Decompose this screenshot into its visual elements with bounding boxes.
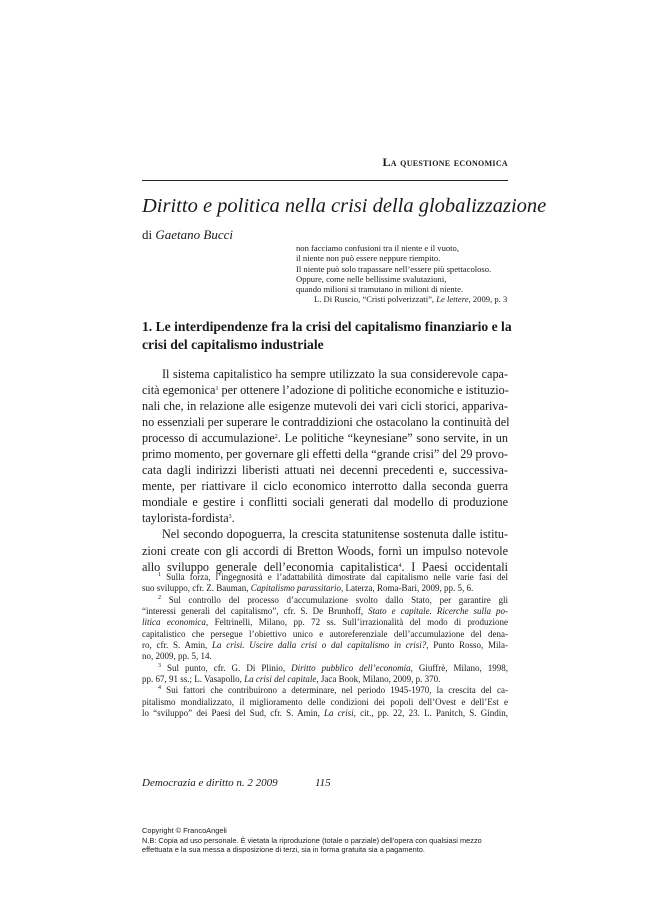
body-line: primo momento, per governare gli effetti della “grande crisi” del 29 provo- — [142, 447, 508, 462]
section-label: La questione economica — [382, 155, 508, 169]
epigraph-source-date: , 2009, p. 3 — [468, 294, 508, 305]
body-line: no essenziali per superare le contraddizioni che ostacolano la continuità del — [142, 415, 510, 430]
copyright-line: effettuata e la sua messa a disposizione di terzi, sia in forma gratuita sia a pagamento. — [142, 845, 425, 855]
epigraph-line: Il niente può solo trapassare nell’essere più spettacoloso. — [296, 263, 492, 274]
footnote-ref: 2 — [274, 434, 278, 441]
body-line: taylorista-fordista$^3$. — [142, 511, 235, 526]
footnote-line: no, 2009, pp. 5, 14. — [142, 651, 212, 662]
body-line: mondiale e gestire i conflitti sociali generati dal modello di produzione — [142, 495, 508, 510]
footnote-ref: 4 — [398, 562, 402, 569]
epigraph — [296, 243, 526, 305]
article-title: Diritto e politica nella crisi della globalizzazione — [142, 195, 547, 217]
page-number: 115 — [315, 777, 331, 789]
footnote-line: ro, cfr. S. Amin, La crisi. Uscire dalla crisi o dal capitalismo in crisi?, Punto Rosso, Mila- — [142, 640, 508, 651]
footnote-1: $^1$ Sulla forza, l’ingegnosità e l’adattabilità dimostrate dal capitalismo nelle varie fasi del — [158, 572, 509, 582]
epigraph-line: il niente non può essere neppure riempito. — [296, 253, 441, 264]
footnote-ref: 3 — [228, 514, 232, 521]
footnote-line: capitalistico che persegue l’obiettivo unico e autoreferenziale dell’accumulazione del dena- — [142, 628, 508, 639]
author-line — [142, 227, 233, 243]
footer-journal: Democrazia e diritto n. 2 2009 — [142, 777, 278, 789]
epigraph-source-journal: Le lettere — [436, 294, 469, 305]
body-text — [142, 366, 508, 575]
section-heading: 1. Le interdipendenze fra la crisi del capitalismo finanziario e la crisi del capitalismo industriale — [142, 319, 512, 352]
copyright-notice — [142, 826, 522, 855]
footnote-4: $^4$ Sui fattori che contribuirono a determinare, nel periodo 1945-1970, la crescita del ca- — [158, 685, 508, 696]
body-line: zioni create con gli accordi di Bretton Woods, fornì un impulso notevole — [142, 543, 508, 558]
footnote-2: $^2$ Sul controllo del processo d’accumulazione svolto dallo Stato, per garantire gli — [158, 594, 508, 605]
header-rule — [142, 180, 508, 181]
body-line: Nel secondo dopoguerra, la crescita statunitense sostenuta dalle istitu- — [162, 527, 508, 542]
epigraph-line: non facciamo confusioni tra il niente e il vuoto, — [296, 243, 459, 253]
body-line: mente, per riattivare il ciclo economico interrotto dalla seconda guerra — [142, 479, 508, 494]
footnote-3: $^3$ Sul punto, cfr. G. Di Plinio, Diritto pubblico dell’economia, Giuffrè, Milano, 1998, — [158, 662, 508, 673]
body-line: processo di accumulazione$^2$. Le politiche “keynesiane” sono servite, in un — [142, 431, 508, 446]
footnote-line: lo “sviluppo” dei Paesi del Sud, cfr. S. Amin, La crisi, cit., pp. 22, 23. L. Panitch, S. Gindin, — [142, 708, 508, 719]
epigraph-source — [296, 294, 526, 304]
footnote-line: litica economica, Feltrinelli, Milano, pp. 72 ss. Sull’irrazionalità del modo di produzione — [142, 617, 508, 628]
epigraph-line: Oppure, come nelle bellissime svalutazioni, — [296, 273, 447, 284]
body-line: nali che, in relazione alle esigenze mutevoli dei vari cicli storici, appariva- — [142, 399, 508, 414]
body-line: allo sviluppo generale dell’economia capitalistica$^4$. I Paesi occidentali — [142, 559, 508, 574]
author-prefix: di — [142, 227, 153, 242]
footnote-line: pp. 67, 91 ss.; L. Vasapollo, La crisi del capitale, Jaca Book, Milano, 2009, p. 370. — [142, 674, 441, 685]
author-name: Gaetano Bucci — [155, 227, 233, 242]
body-line: Il sistema capitalistico ha sempre utilizzato la sua considerevole capa- — [162, 367, 508, 381]
footnote-line: pitalismo mondializzato, il miglioramento delle condizioni dei popoli dell’Ovest e dell’Est e — [142, 696, 508, 707]
epigraph-line: quando milioni si tramutano in milioni di niente. — [296, 284, 464, 295]
body-line: cità egemonica$^1$ per ottenere l’adozione di politiche economiche e istituzio- — [142, 383, 509, 398]
footnote-line: “interessi generali del capitalismo”, cfr. S. De Brunhoff, Stato e capitale. Ricerche sulla po- — [142, 606, 508, 617]
footnote-line: suo sviluppo, cfr. Z. Bauman, Capitalismo parassitario, Laterza, Roma-Bari, 2009, pp. 5, 6. — [142, 583, 474, 594]
copyright-line: Copyright © FrancoAngeli — [142, 826, 227, 835]
footnotes — [142, 572, 508, 719]
footnote-ref: 1 — [215, 386, 219, 393]
copyright-line: N.B: Copia ad uso personale. È vietata la riproduzione (totale o parziale) dell’opera con qualsiasi mezzo — [142, 835, 482, 845]
body-line: cata dagli indirizzi liberisti attuati nei decenni precedenti e, successiva- — [142, 463, 508, 478]
epigraph-source-author: L. Di Ruscio, “Cristi polverizzati”, — [314, 294, 435, 305]
